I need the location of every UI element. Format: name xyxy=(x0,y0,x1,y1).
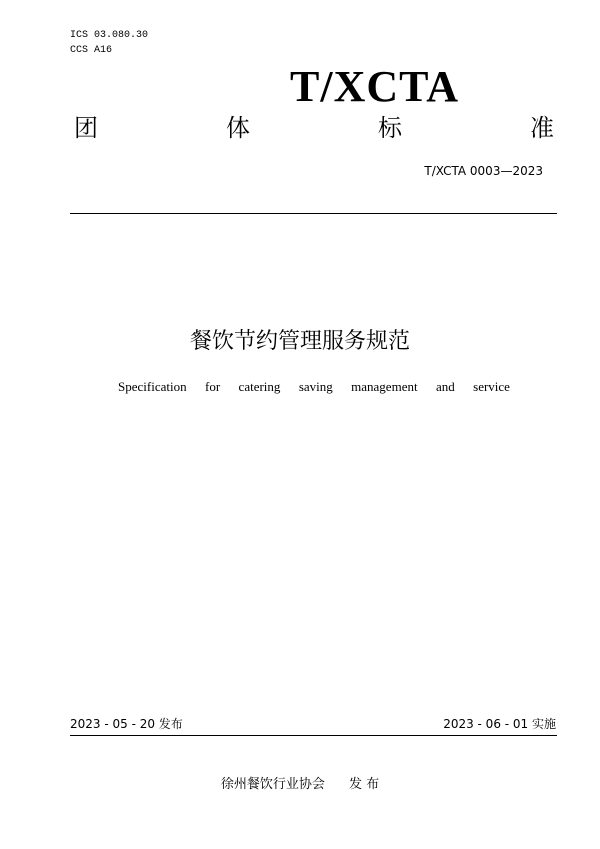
title-english-word: saving xyxy=(298,379,333,394)
issuer-name: 徐州餐饮行业协会 xyxy=(220,777,325,792)
standard-type-char: 标 xyxy=(378,114,402,142)
standard-type xyxy=(74,113,554,143)
issuer-line xyxy=(0,776,600,794)
standard-number: T/XCTA 0003—2023 xyxy=(424,164,543,178)
title-english-word: and xyxy=(435,379,455,394)
bottom-divider xyxy=(70,735,557,736)
standard-type-char: 准 xyxy=(530,114,554,142)
ics-code: ICS 03.080.30 xyxy=(70,30,149,41)
title-english-word: Specification xyxy=(118,379,187,394)
title-english-word: management xyxy=(351,379,418,394)
standard-type-char: 团 xyxy=(74,114,98,142)
top-divider xyxy=(70,213,557,214)
ccs-code: CCS A16 xyxy=(70,45,113,56)
implementation-date: 2023 - 06 - 01 实施 xyxy=(443,717,556,731)
organization-logo: T/XCTA xyxy=(290,62,459,111)
publish-date: 2023 - 05 - 20 发布 xyxy=(70,717,183,731)
title-english-word: catering xyxy=(238,379,281,394)
standard-type-char: 体 xyxy=(226,114,250,142)
issue-label: 发 布 xyxy=(348,777,380,792)
title-english-word: service xyxy=(473,379,510,394)
title-english-word: for xyxy=(204,379,221,394)
title-chinese: 餐饮节约管理服务规范 xyxy=(189,329,410,354)
title-english xyxy=(118,379,510,395)
